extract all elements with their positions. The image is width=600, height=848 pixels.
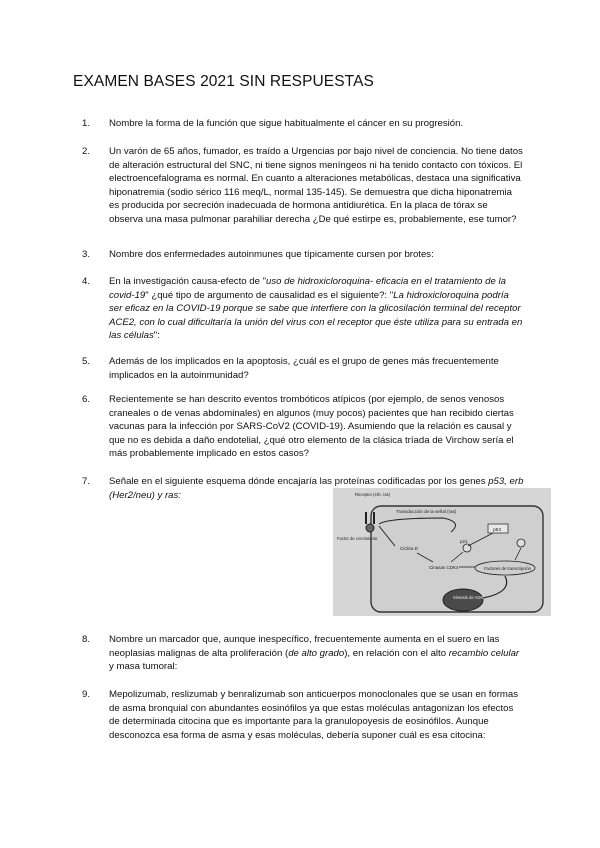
question-5	[82, 355, 524, 382]
question-8	[82, 633, 524, 674]
question-number: 4.	[82, 276, 91, 287]
dna-label: Síntesis de ADN	[453, 595, 484, 600]
p53-label: p53	[493, 528, 502, 533]
growth-factor-label: Factor de crecimiento	[337, 536, 378, 541]
question-6	[82, 393, 524, 461]
question-text: Nombre un marcador que, aunque inespecífico, frecuentemente aumenta en el suero en las neoplasias malignas de alta proliferación (	[109, 634, 500, 659]
question-number: 6.	[82, 394, 91, 405]
cdk-label: Cinasas CDK4	[429, 565, 459, 570]
question-text-italic: uso de hidroxicloroquina- eficacia en el tratamiento de la covid-19	[109, 276, 506, 301]
inhibit-circle	[517, 539, 525, 547]
question-text: y masa tumoral:	[109, 661, 178, 673]
question-text-italic: recambio celular	[448, 647, 520, 659]
question-text: Recientemente se han descrito eventos trombóticos atípicos (por ejemplo, de senos venosos craneales o de venas abdominales) en algunos (muy pocos) pacientes que han recibido ciertas vacunas para la infección por SARS-CoV2 (COVID-19). Asumiendo que la relación es causal y que no es debida a daño endotelial, ¿qué otro elemento de la clásica tríada de Virchow sería el más probablemente implicado en estos casos?	[109, 394, 514, 460]
question-1	[82, 117, 524, 131]
receptor-label: Receptor (erb, ras)	[355, 492, 391, 497]
question-number: 9.	[82, 689, 91, 700]
signal-label: Transducción de la señal (ras)	[396, 509, 457, 514]
question-text-italic: La hidroxicloroquina podría ser eficaz en la COVID-19 porque se sabe que interfiere con la glicosilación terminal del receptor ACE2, con lo cual dificultaría la unión del virus con el receptor que éste utiliza para su entrada en las células	[109, 289, 523, 342]
page-title: EXAMEN BASES 2021 SIN RESPUESTAS	[73, 73, 374, 90]
question-text: Nombre la forma de la función que sigue habitualmente el cáncer en su progresión.	[109, 118, 464, 129]
question-number: 1.	[82, 118, 91, 129]
tf-label: Factores de transcripción	[484, 566, 532, 571]
receptor-ligand	[366, 524, 374, 532]
question-text: En la investigación causa-efecto de "	[109, 276, 266, 287]
question-text: Mepolizumab, reslizumab y benralizumab son anticuerpos monoclonales que se usan en formas de asma bronquial con abundantes eosinófilos ya que estas moléculas antagonizan los efectos de determinada citocina que es importante para la granulopoyesis de eosinófilos. Aunque desconozca esa forma de asma y esas moléculas, debería suponer cuál es esa citocina:	[109, 689, 519, 741]
p21-label: p21	[460, 539, 468, 544]
question-number: 8.	[82, 634, 91, 645]
diagram-svg	[333, 488, 551, 616]
question-text: Además de los implicados en la apoptosis, ¿cuál es el grupo de genes más frecuentemente implicados en la autoinmunidad?	[109, 356, 499, 381]
question-number: 5.	[82, 356, 91, 367]
question-number: 7.	[82, 476, 91, 487]
question-text: Señale en el siguiente esquema dónde encajaría las proteínas codificadas por los genes	[109, 476, 489, 487]
question-2	[82, 145, 524, 227]
question-4	[82, 275, 524, 343]
question-number: 3.	[82, 249, 91, 260]
question-9	[82, 688, 524, 742]
question-3	[82, 248, 524, 262]
cell-cycle-diagram	[333, 488, 551, 616]
question-text: " ¿qué tipo de argumento de causalidad es el siguiente?: "	[145, 289, 394, 301]
question-number: 2.	[82, 146, 91, 157]
question-text: ), en relación con el alto	[344, 647, 449, 659]
cyclin-label: Ciclina D	[400, 546, 419, 551]
question-text-italic: p53, erb (Her2/neu) y ras:	[109, 476, 524, 501]
question-text-italic: de alto grado	[288, 647, 345, 659]
question-text: Un varón de 65 años, fumador, es traído a Urgencias por bajo nivel de conciencia. No tiene datos de alteración estructural del SNC, ni tiene signos meníngeos ni ha tenido contacto con tóxicos. El electroencefalograma es normal. En cuanto a alteraciones metabólicas, destaca una significativa hiponatremia (sodio sérico 116 meq/L, normal 135-145). Se demuestra que dicha hiponatremia es producida por secreción inadecuada de hormona antidiurética. En la placa de tórax se observa una masa pulmonar parahiliar derecha ¿De qué estirpe es, probablemente, ese tumor?	[109, 146, 523, 225]
question-text: ":	[153, 330, 160, 342]
question-text: Nombre dos enfermedades autoinmunes que típicamente cursen por brotes:	[109, 249, 434, 260]
dna-ellipse	[443, 589, 483, 611]
